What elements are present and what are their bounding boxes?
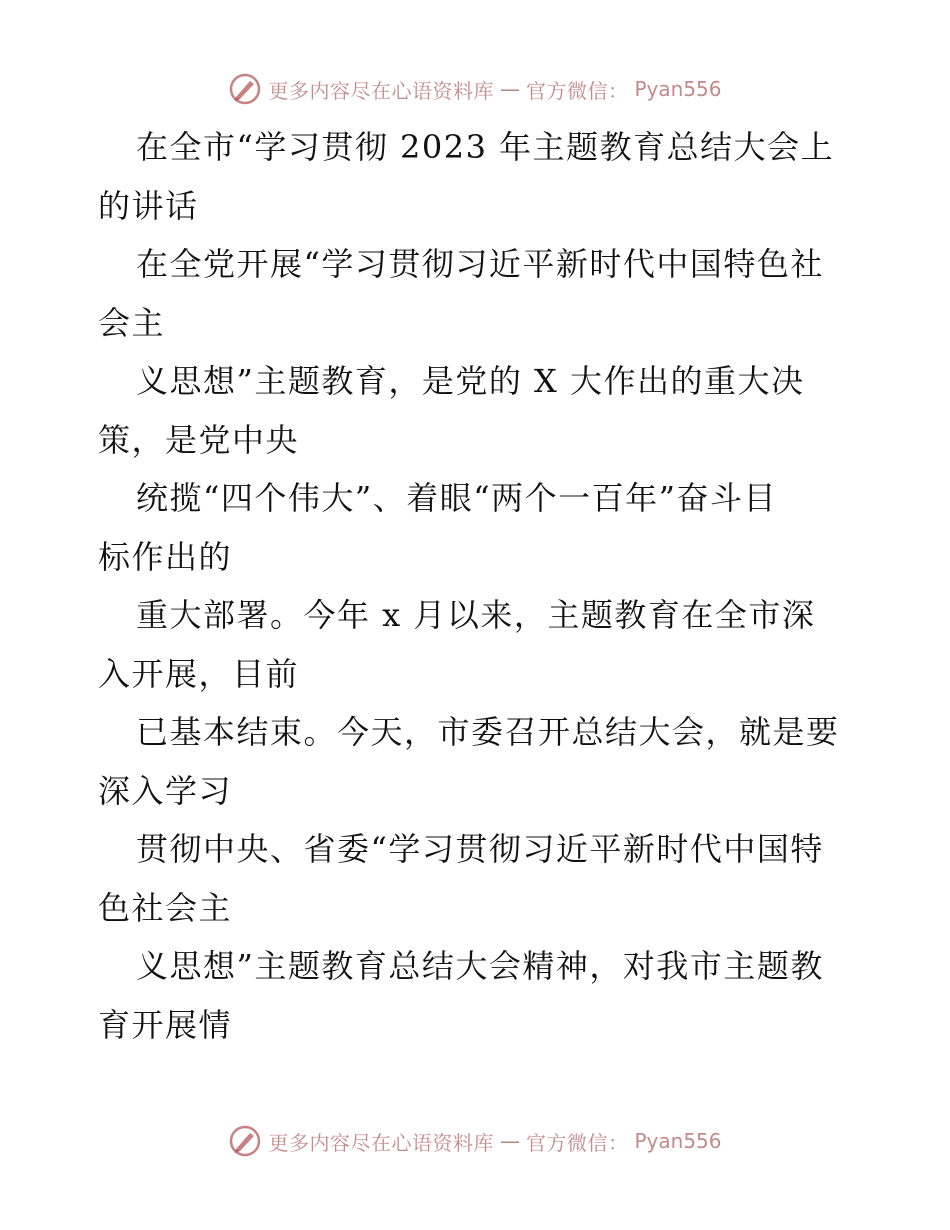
pen-circle-logo-icon bbox=[228, 1124, 262, 1158]
text-line: 入开展，目前 bbox=[98, 654, 300, 693]
watermark-wechat-id: Pyan556 bbox=[634, 1129, 722, 1153]
watermark-separator: — bbox=[499, 1129, 520, 1153]
header-watermark bbox=[0, 72, 950, 106]
text-line: 重大部署。今年 x 月以来，主题教育在全市深 bbox=[136, 596, 816, 634]
watermark-wechat-label: 官方微信： bbox=[525, 1130, 629, 1155]
watermark-wechat-id: Pyan556 bbox=[634, 77, 722, 101]
pen-circle-logo-icon bbox=[228, 72, 262, 106]
text-line: 深入学习 bbox=[98, 771, 233, 810]
footer-watermark bbox=[0, 1124, 950, 1158]
text-line: 贯彻中央、省委“学习贯彻习近平新时代中国特 bbox=[136, 830, 824, 868]
text-line: 育开展情 bbox=[98, 1005, 233, 1044]
watermark-wechat-label: 官方微信： bbox=[525, 78, 629, 103]
watermark-brand-text: 更多内容尽在心语资料库 bbox=[268, 78, 494, 103]
text-line: 的讲话 bbox=[98, 186, 199, 225]
text-line: 会主 bbox=[98, 303, 166, 342]
text-line: 已基本结束。今天，市委召开总结大会，就是要 bbox=[136, 713, 840, 751]
text-line: 在全党开展“学习贯彻习近平新时代中国特色社 bbox=[136, 245, 824, 283]
watermark-separator: — bbox=[499, 77, 520, 101]
text-line: 义思想”主题教育，是党的 X 大作出的重大决 bbox=[136, 362, 805, 400]
text-line: 标作出的 bbox=[98, 537, 233, 576]
text-line: 色社会主 bbox=[98, 888, 233, 927]
text-line: 统揽“四个伟大”、着眼“两个一百年”奋斗目 bbox=[136, 479, 777, 517]
document-body bbox=[98, 118, 858, 1054]
text-line: 在全市“学习贯彻 2023 年主题教育总结大会上 bbox=[136, 128, 835, 166]
text-line: 义思想”主题教育总结大会精神，对我市主题教 bbox=[136, 947, 824, 985]
text-line: 策，是党中央 bbox=[98, 420, 300, 459]
watermark-brand-text: 更多内容尽在心语资料库 bbox=[268, 1130, 494, 1155]
